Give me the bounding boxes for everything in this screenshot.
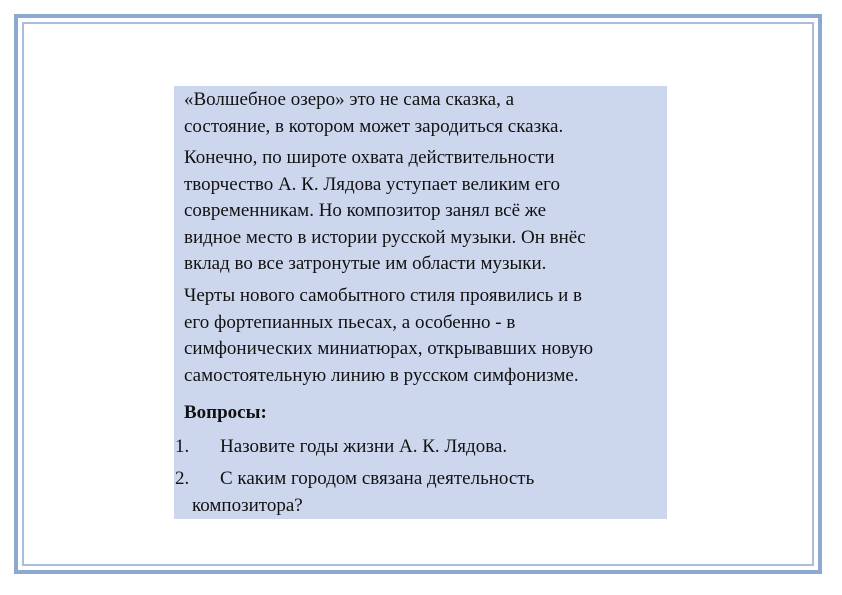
paragraph-line: «Волшебное озеро» это не сама сказка, а — [184, 89, 515, 110]
question-number: 2. — [175, 468, 190, 489]
paragraph-line: видное место в истории русской музыки. Он внёс — [184, 226, 586, 248]
question-text: С каким городом связана деятельность — [220, 468, 535, 489]
paragraph-1 — [184, 87, 563, 140]
question-text-continuation: композитора? — [192, 494, 303, 516]
paragraph-line: его фортепианных пьесах, а особенно - в — [184, 311, 516, 333]
question-number: 1. — [175, 436, 190, 457]
paragraph-line: самостоятельную линию в русском симфонизме. — [184, 364, 579, 386]
paragraph-line: современникам. Но композитор занял всё же — [184, 200, 547, 221]
paragraph-line: Конечно, по широте охвата действительности — [184, 147, 555, 168]
paragraph-line: вклад во все затронутые им области музыки. — [184, 253, 547, 274]
question-text: Назовите годы жизни А. К. Лядова. — [220, 436, 508, 457]
paragraph-line: творчество А. К. Лядова уступает великим его — [184, 173, 560, 195]
paragraph-line: симфонических миниатюрах, открывавших новую — [184, 338, 594, 359]
paragraph-line: состояние, в котором может зародиться сказка. — [184, 115, 564, 137]
text-block — [174, 86, 667, 519]
paragraph-3 — [184, 283, 593, 389]
questions-heading: Вопросы: — [184, 402, 267, 423]
paragraph-line: Черты нового самобытного стиля проявились и в — [184, 285, 582, 306]
paragraph-2 — [184, 145, 586, 278]
